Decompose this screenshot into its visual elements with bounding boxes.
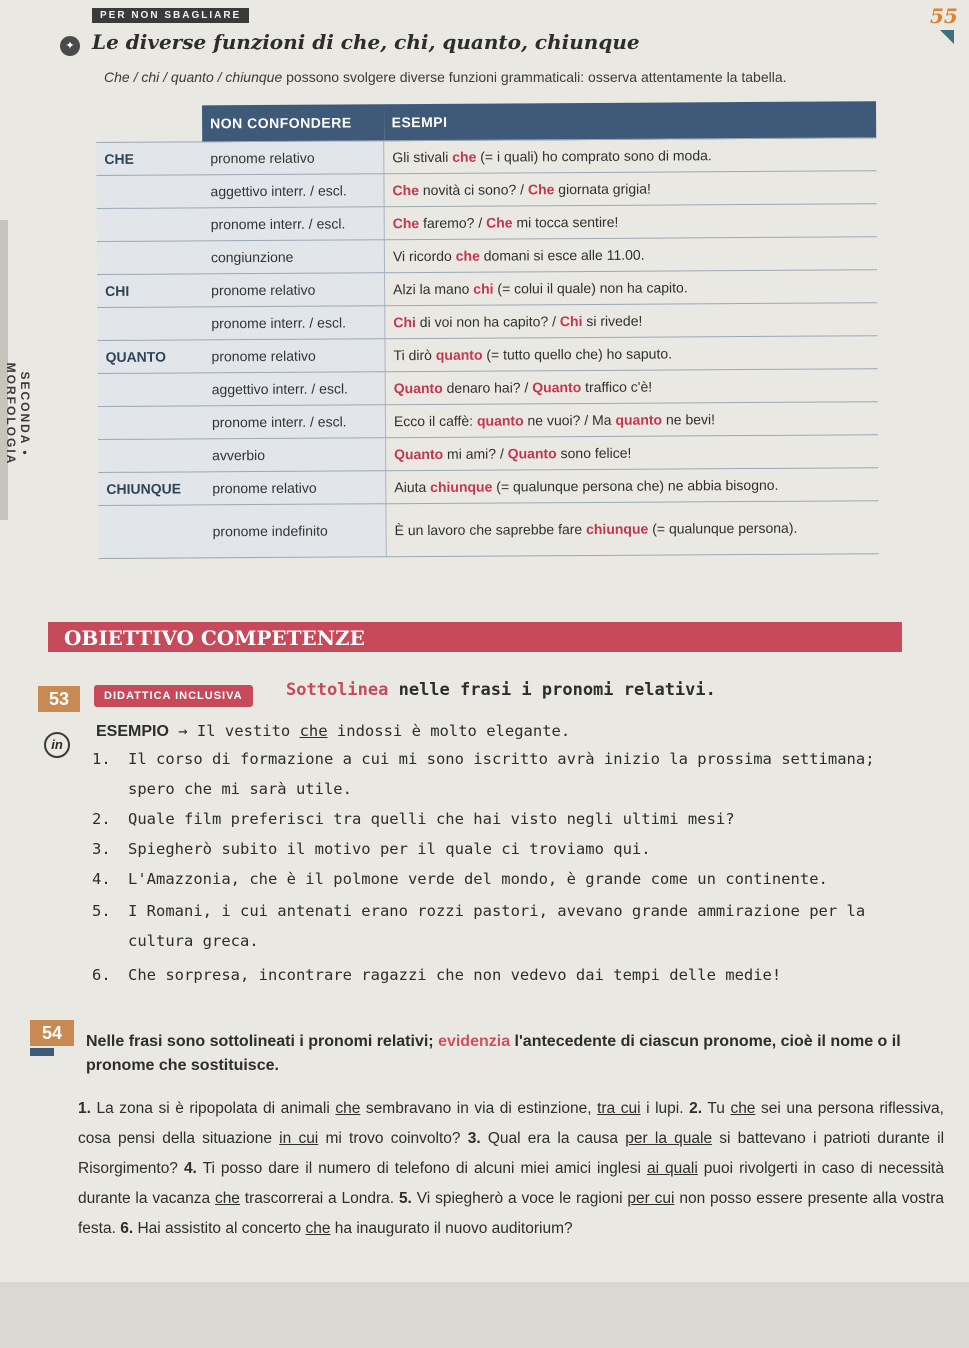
cell-function: pronome relativo (203, 339, 385, 373)
highlighted-word: Che (486, 214, 513, 231)
example-text: mi tocca sentire! (512, 213, 619, 231)
example-text: novità ci sono? / (418, 181, 528, 199)
highlighted-word: Quanto (394, 445, 444, 463)
cell-word (98, 373, 204, 407)
item-text: I Romani, i cui antenati erano rozzi pastori, avevano grande ammirazione per la (128, 902, 866, 920)
exercise-53-number: 53 (38, 686, 80, 712)
cell-word: QUANTO (97, 340, 203, 374)
item-number: 3. (92, 840, 111, 858)
list-item (92, 966, 781, 984)
example-text: Vi ricordo (392, 247, 456, 265)
sentence-text: mi trovo coinvolto? (318, 1130, 461, 1147)
sentence-text: Vi spiegherò a voce le ragioni (411, 1190, 628, 1207)
sentence-text: Ti posso dare il numero di telefono di alcuni miei amici inglesi (196, 1160, 647, 1177)
example-text: (= tutto quello che) ho saputo. (482, 345, 673, 363)
table-row (98, 468, 878, 506)
example-text: mi ami? / (443, 445, 508, 462)
cell-function: pronome interr. / escl. (203, 306, 385, 340)
sentence-text: sei una persona riflessiva, cosa pensi della situazione (78, 1100, 944, 1147)
example-text: faremo? / (419, 214, 487, 232)
cell-word (96, 175, 202, 209)
section-tag: PER NON SBAGLIARE (92, 8, 249, 23)
table-row (97, 336, 877, 374)
cell-example (384, 171, 877, 207)
cell-word (97, 241, 203, 275)
sentence-text: non posso essere presente alla vostra festa. (78, 1190, 944, 1237)
example-post: indossi è molto elegante. (327, 722, 571, 740)
intro-rest: possono svolgere diverse funzioni grammaticali: osserva attentamente la tabella. (282, 69, 787, 85)
example-text: Ecco il caffè: (393, 412, 477, 430)
side-section-label: SECONDA • MORFOLOGIA (4, 362, 32, 466)
highlighted-word: Che (392, 215, 420, 232)
cell-example (384, 204, 877, 240)
sentence-text: La zona si è ripopolata di animali (90, 1100, 336, 1117)
highlighted-word: chiunque (430, 478, 493, 495)
table-row (96, 138, 876, 176)
example-text: È un lavoro che saprebbe fare (394, 521, 587, 539)
underlined-pronoun: che (730, 1100, 756, 1117)
example-text: (= colui il quale) non ha capito. (493, 279, 688, 297)
example-text: ne bevi! (662, 411, 716, 428)
highlighted-word: che (452, 148, 477, 165)
example-text: giornata grigia! (554, 180, 651, 198)
instr-evidenzia: evidenzia (438, 1033, 511, 1050)
example-text: traffico c'è! (581, 378, 653, 396)
table-row (97, 303, 877, 341)
example-text: ne vuoi? / Ma (523, 411, 616, 429)
item-text: Il corso di formazione a cui mi sono iscritto avrà inizio la prossima settimana; (128, 750, 875, 768)
example-text: (= qualunque persona che) ne abbia bisogno. (492, 476, 779, 495)
instr-post: l'antecedente di ciascun pronome, cioè il nome o il pronome che sostituisce. (86, 1033, 901, 1074)
difficulty-bars-icon (30, 1048, 54, 1056)
highlighted-word: chiunque (586, 520, 649, 538)
sentence-text: i lupi. (640, 1100, 684, 1117)
cell-example (384, 138, 877, 174)
page-title: Le diverse funzioni di che, chi, quanto, chiunque (92, 30, 640, 54)
exercise-53-title-accent: Sottolinea (286, 680, 389, 700)
table-row (96, 171, 876, 209)
cell-function: congiunzione (203, 240, 385, 274)
item-number: 6. (92, 966, 111, 984)
header-function: NON CONFONDERE (202, 104, 384, 142)
table-row (98, 435, 878, 473)
item-number: 5. (92, 902, 111, 920)
page-number: 55 (930, 4, 958, 28)
cell-example (384, 237, 877, 273)
page-corner-decoration (940, 30, 954, 44)
sentence-number: 1. (78, 1100, 91, 1117)
cell-function: aggettivo interr. / escl. (204, 372, 386, 406)
item-text: Che sorpresa, incontrare ragazzi che non vedevo dai tempi delle medie! (128, 966, 782, 984)
underlined-pronoun: che (335, 1100, 361, 1117)
example-pre: Il vestito (187, 722, 300, 740)
page-bottom-shadow (0, 1282, 969, 1348)
example-text: si rivede! (582, 312, 643, 330)
cell-function: pronome interr. / escl. (204, 405, 386, 439)
intro-words: Che / chi / quanto / chiunque (104, 69, 283, 85)
item-number: 4. (92, 870, 111, 888)
bulb-icon: ✦ (60, 36, 80, 56)
sentence-text: Hai assistito al concerto (133, 1220, 306, 1237)
header-examples: ESEMPI (383, 101, 876, 141)
banner-title: OBIETTIVO COMPETENZE (64, 626, 365, 650)
underlined-pronoun: ai quali (646, 1160, 698, 1177)
item-number: 2. (92, 810, 111, 828)
highlighted-word: Quanto (532, 379, 582, 396)
cell-word: CHIUNQUE (98, 472, 204, 506)
example-text: Ti dirò (393, 346, 436, 364)
item-text: spero che mi sarà utile. (128, 780, 352, 798)
competence-banner (48, 622, 902, 652)
cell-function: pronome relativo (203, 273, 385, 307)
cell-word (97, 208, 203, 242)
cell-word: CHI (97, 274, 203, 308)
underlined-pronoun: per cui (627, 1190, 675, 1207)
arrow-icon: → (178, 722, 188, 740)
item-number: 1. (92, 750, 111, 768)
sentence-text: trascorrerai a Londra. (239, 1190, 395, 1207)
list-item (92, 902, 865, 920)
cell-example (385, 402, 878, 438)
cell-word (97, 307, 203, 341)
table-header-row (96, 101, 876, 142)
list-item-continuation (128, 780, 352, 798)
table-row (98, 369, 878, 407)
highlighted-word: Quanto (393, 379, 443, 397)
list-item (92, 750, 875, 768)
sentence-text: sembravano in via di estinzione, (360, 1100, 598, 1117)
highlighted-word: che (455, 247, 480, 264)
highlighted-word: Chi (393, 314, 416, 331)
cell-word: CHE (96, 142, 202, 176)
sentence-text: Qual era la causa (480, 1130, 626, 1147)
list-item (92, 810, 735, 828)
cell-function: avverbio (204, 438, 386, 472)
instr-pre: Nelle frasi sono sottolineati i pronomi relativi; (86, 1033, 439, 1050)
functions-table (96, 101, 879, 559)
sentence-number: 2. (689, 1100, 703, 1117)
sentence-number: 5. (398, 1190, 412, 1207)
exercise-54-text (78, 1094, 944, 1244)
item-text: L'Amazzonia, che è il polmone verde del mondo, è grande come un continente. (128, 870, 828, 888)
underlined-pronoun: tra cui (597, 1100, 641, 1117)
sentence-text: Tu (702, 1100, 731, 1117)
table-row (97, 237, 877, 275)
sentence-text: ha inaugurato il nuovo auditorium? (330, 1220, 573, 1237)
example-text: (= i quali) ho comprato sono di moda. (476, 147, 712, 165)
list-item (92, 840, 651, 858)
table-row (97, 204, 877, 242)
highlighted-word: Quanto (507, 445, 557, 462)
cell-function: pronome indefinito (204, 504, 386, 558)
example-text: Gli stivali (392, 148, 453, 166)
cell-function: pronome relativo (202, 141, 384, 175)
example-text: Aiuta (394, 478, 431, 496)
cell-word (98, 505, 204, 559)
cell-example (386, 501, 879, 557)
example-text: denaro hai? / (442, 379, 533, 396)
cell-example (386, 435, 879, 471)
cell-example (385, 303, 878, 339)
cell-word (98, 439, 204, 473)
highlighted-word: Chi (559, 313, 583, 330)
underlined-pronoun: che (214, 1190, 240, 1207)
inclusive-icon: in (44, 732, 70, 758)
sentence-number: 6. (120, 1220, 134, 1237)
exercise-54-instructions (86, 1030, 936, 1078)
item-text: Spiegherò subito il motivo per il quale ci troviamo qui. (128, 840, 651, 858)
example-text: (= qualunque persona). (648, 519, 798, 537)
exercise-53-example (96, 722, 570, 741)
example-text: domani si esce alle 11.00. (479, 246, 645, 264)
cell-word (98, 406, 204, 440)
sentence-number: 4. (183, 1160, 197, 1177)
list-item-continuation (128, 932, 259, 950)
intro-text (104, 60, 844, 94)
cell-example (385, 336, 878, 372)
sentence-number: 3. (467, 1130, 481, 1147)
cell-example (386, 468, 879, 504)
exercise-54-number: 54 (30, 1020, 74, 1046)
example-text: Alzi la mano (393, 280, 474, 298)
highlighted-word: chi (473, 280, 494, 297)
example-text: di voi non ha capito? / (415, 313, 560, 331)
cell-example (385, 369, 878, 405)
table-row (97, 270, 877, 308)
example-label: ESEMPIO (96, 723, 169, 740)
underlined-pronoun: in cui (279, 1130, 319, 1147)
underlined-pronoun: che (305, 1220, 331, 1237)
highlighted-word: quanto (435, 346, 483, 363)
underlined-pronoun: per la quale (625, 1130, 713, 1147)
cell-function: pronome interr. / escl. (203, 207, 385, 241)
highlighted-word: quanto (615, 411, 663, 428)
exercise-53-title (286, 680, 716, 700)
sentence-text: puoi rivolgerti in caso di necessità durante la vacanza (78, 1160, 944, 1207)
list-item (92, 870, 828, 888)
inclusive-badge: DIDATTICA INCLUSIVA (94, 685, 253, 707)
highlighted-word: Che (527, 181, 555, 198)
cell-example (385, 270, 878, 306)
example-underlined: che (299, 722, 328, 740)
exercise-53-title-rest: nelle frasi i pronomi relativi. (388, 680, 716, 700)
cell-function: aggettivo interr. / escl. (202, 174, 384, 208)
sentence-text: si battevano i patrioti durante il Risorgimento? (78, 1130, 945, 1177)
highlighted-word: Che (392, 182, 420, 199)
item-text: Quale film preferisci tra quelli che hai visto negli ultimi mesi? (128, 810, 735, 828)
table-row (98, 402, 878, 440)
table-row (98, 501, 878, 559)
item-text: cultura greca. (128, 932, 259, 950)
highlighted-word: quanto (476, 412, 524, 429)
header-blank (96, 105, 202, 142)
example-text: sono felice! (556, 444, 632, 462)
cell-function: pronome relativo (204, 471, 386, 505)
